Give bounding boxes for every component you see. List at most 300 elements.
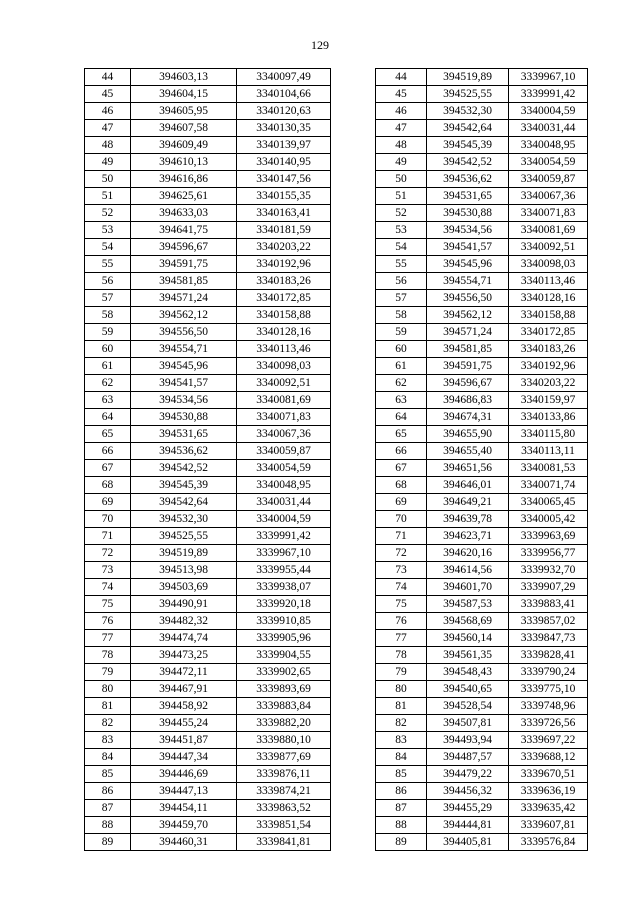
point-number-cell: 88 [85,817,131,834]
point-number-cell: 50 [376,171,427,188]
x-coordinate-cell: 394487,57 [427,749,509,766]
table-row [376,562,588,579]
y-coordinate-cell: 3339963,69 [509,528,588,545]
y-coordinate-cell: 3340004,59 [509,103,588,120]
table-row [85,477,331,494]
point-number-cell: 68 [376,477,427,494]
point-number-cell: 87 [85,800,131,817]
point-number-cell: 76 [85,613,131,630]
point-number-cell: 60 [85,341,131,358]
point-number-cell: 75 [85,596,131,613]
y-coordinate-cell: 3339635,42 [509,800,588,817]
x-coordinate-cell: 394587,53 [427,596,509,613]
table-row [85,137,331,154]
y-coordinate-cell: 3340071,74 [509,477,588,494]
y-coordinate-cell: 3340054,59 [237,460,331,477]
table-row [376,239,588,256]
table-row [85,69,331,86]
x-coordinate-cell: 394556,50 [427,290,509,307]
y-coordinate-cell: 3340172,85 [237,290,331,307]
y-coordinate-cell: 3340192,96 [509,358,588,375]
x-coordinate-cell: 394616,86 [131,171,237,188]
table-row [85,86,331,103]
y-coordinate-cell: 3339955,44 [237,562,331,579]
table-row [376,494,588,511]
point-number-cell: 58 [376,307,427,324]
y-coordinate-cell: 3340081,69 [237,392,331,409]
table-row [376,647,588,664]
x-coordinate-cell: 394534,56 [131,392,237,409]
point-number-cell: 88 [376,817,427,834]
x-coordinate-cell: 394444,81 [427,817,509,834]
point-number-cell: 64 [85,409,131,426]
y-coordinate-cell: 3340130,35 [237,120,331,137]
x-coordinate-cell: 394446,69 [131,766,237,783]
y-coordinate-cell: 3339882,20 [237,715,331,732]
table-row [85,630,331,647]
table-row [85,324,331,341]
x-coordinate-cell: 394455,29 [427,800,509,817]
x-coordinate-cell: 394405,81 [427,834,509,851]
point-number-cell: 85 [376,766,427,783]
y-coordinate-cell: 3340092,51 [237,375,331,392]
y-coordinate-cell: 3340172,85 [509,324,588,341]
table-row [85,103,331,120]
point-number-cell: 56 [85,273,131,290]
point-number-cell: 54 [376,239,427,256]
y-coordinate-cell: 3340183,26 [237,273,331,290]
y-coordinate-cell: 3340098,03 [509,256,588,273]
x-coordinate-cell: 394545,96 [131,358,237,375]
x-coordinate-cell: 394519,89 [427,69,509,86]
table-row [85,681,331,698]
point-number-cell: 61 [85,358,131,375]
y-coordinate-cell: 3340128,16 [237,324,331,341]
table-row [85,256,331,273]
table-row [376,137,588,154]
point-number-cell: 46 [376,103,427,120]
y-coordinate-cell: 3340098,03 [237,358,331,375]
y-coordinate-cell: 3339697,22 [509,732,588,749]
point-number-cell: 85 [85,766,131,783]
table-row [376,256,588,273]
y-coordinate-cell: 3339874,21 [237,783,331,800]
y-coordinate-cell: 3339876,11 [237,766,331,783]
y-coordinate-cell: 3339883,84 [237,698,331,715]
y-coordinate-cell: 3340120,63 [237,103,331,120]
point-number-cell: 73 [85,562,131,579]
point-number-cell: 89 [376,834,427,851]
y-coordinate-cell: 3340031,44 [509,120,588,137]
x-coordinate-cell: 394571,24 [131,290,237,307]
y-coordinate-cell: 3340113,46 [237,341,331,358]
table-row [376,460,588,477]
y-coordinate-cell: 3339670,51 [509,766,588,783]
y-coordinate-cell: 3340192,96 [237,256,331,273]
point-number-cell: 47 [85,120,131,137]
table-row [376,732,588,749]
y-coordinate-cell: 3340071,83 [237,409,331,426]
y-coordinate-cell: 3339636,19 [509,783,588,800]
x-coordinate-cell: 394482,32 [131,613,237,630]
x-coordinate-cell: 394614,56 [427,562,509,579]
point-number-cell: 60 [376,341,427,358]
y-coordinate-cell: 3339932,70 [509,562,588,579]
x-coordinate-cell: 394542,64 [427,120,509,137]
point-number-cell: 55 [85,256,131,273]
x-coordinate-cell: 394548,43 [427,664,509,681]
point-number-cell: 48 [376,137,427,154]
x-coordinate-cell: 394528,54 [427,698,509,715]
x-coordinate-cell: 394542,64 [131,494,237,511]
y-coordinate-cell: 3340067,36 [237,426,331,443]
point-number-cell: 44 [376,69,427,86]
x-coordinate-cell: 394554,71 [427,273,509,290]
x-coordinate-cell: 394474,74 [131,630,237,647]
point-number-cell: 74 [376,579,427,596]
table-row [376,511,588,528]
table-row [376,154,588,171]
y-coordinate-cell: 3339828,41 [509,647,588,664]
table-row [376,103,588,120]
y-coordinate-cell: 3339907,29 [509,579,588,596]
point-number-cell: 44 [85,69,131,86]
y-coordinate-cell: 3340128,16 [509,290,588,307]
point-number-cell: 53 [85,222,131,239]
point-number-cell: 83 [85,732,131,749]
table-row [85,579,331,596]
y-coordinate-cell: 3340004,59 [237,511,331,528]
x-coordinate-cell: 394472,11 [131,664,237,681]
table-row [376,69,588,86]
coordinates-table-right [375,68,588,851]
point-number-cell: 63 [85,392,131,409]
y-coordinate-cell: 3339938,07 [237,579,331,596]
point-number-cell: 86 [376,783,427,800]
point-number-cell: 70 [85,511,131,528]
table-row [85,800,331,817]
point-number-cell: 78 [376,647,427,664]
y-coordinate-cell: 3339956,77 [509,545,588,562]
point-number-cell: 67 [376,460,427,477]
point-number-cell: 52 [85,205,131,222]
table-row [376,86,588,103]
point-number-cell: 83 [376,732,427,749]
y-coordinate-cell: 3340081,53 [509,460,588,477]
y-coordinate-cell: 3340158,88 [509,307,588,324]
point-number-cell: 47 [376,120,427,137]
y-coordinate-cell: 3339920,18 [237,596,331,613]
point-number-cell: 65 [376,426,427,443]
table-row [85,239,331,256]
point-number-cell: 48 [85,137,131,154]
table-row [376,341,588,358]
table-row [85,409,331,426]
point-number-cell: 53 [376,222,427,239]
y-coordinate-cell: 3339905,96 [237,630,331,647]
y-coordinate-cell: 3340115,80 [509,426,588,443]
table-row [376,205,588,222]
y-coordinate-cell: 3340163,41 [237,205,331,222]
y-coordinate-cell: 3340181,59 [237,222,331,239]
x-coordinate-cell: 394530,88 [131,409,237,426]
y-coordinate-cell: 3339863,52 [237,800,331,817]
y-coordinate-cell: 3339967,10 [509,69,588,86]
x-coordinate-cell: 394639,78 [427,511,509,528]
point-number-cell: 75 [376,596,427,613]
point-number-cell: 62 [376,375,427,392]
point-number-cell: 73 [376,562,427,579]
x-coordinate-cell: 394562,12 [131,307,237,324]
x-coordinate-cell: 394604,15 [131,86,237,103]
y-coordinate-cell: 3339688,12 [509,749,588,766]
x-coordinate-cell: 394531,65 [131,426,237,443]
table-row [85,511,331,528]
point-number-cell: 79 [85,664,131,681]
point-number-cell: 59 [376,324,427,341]
x-coordinate-cell: 394610,13 [131,154,237,171]
table-row [85,375,331,392]
y-coordinate-cell: 3340092,51 [509,239,588,256]
x-coordinate-cell: 394591,75 [427,358,509,375]
table-row [376,783,588,800]
point-number-cell: 52 [376,205,427,222]
point-number-cell: 79 [376,664,427,681]
x-coordinate-cell: 394479,22 [427,766,509,783]
y-coordinate-cell: 3340113,11 [509,443,588,460]
y-coordinate-cell: 3340081,69 [509,222,588,239]
x-coordinate-cell: 394581,85 [427,341,509,358]
point-number-cell: 76 [376,613,427,630]
table-row [376,409,588,426]
table-row [376,596,588,613]
x-coordinate-cell: 394545,39 [427,137,509,154]
table-row [376,477,588,494]
point-number-cell: 84 [376,749,427,766]
point-number-cell: 46 [85,103,131,120]
y-coordinate-cell: 3340147,56 [237,171,331,188]
x-coordinate-cell: 394633,03 [131,205,237,222]
table-row [376,324,588,341]
point-number-cell: 71 [85,528,131,545]
y-coordinate-cell: 3340203,22 [509,375,588,392]
x-coordinate-cell: 394651,56 [427,460,509,477]
x-coordinate-cell: 394467,91 [131,681,237,698]
x-coordinate-cell: 394601,70 [427,579,509,596]
point-number-cell: 58 [85,307,131,324]
point-number-cell: 51 [376,188,427,205]
page-number: 129 [311,38,329,52]
y-coordinate-cell: 3340048,95 [509,137,588,154]
table-row [85,426,331,443]
table-row [376,630,588,647]
x-coordinate-cell: 394603,13 [131,69,237,86]
x-coordinate-cell: 394541,57 [131,375,237,392]
y-coordinate-cell: 3340104,66 [237,86,331,103]
point-number-cell: 49 [85,154,131,171]
x-coordinate-cell: 394532,30 [131,511,237,528]
y-coordinate-cell: 3340065,45 [509,494,588,511]
x-coordinate-cell: 394596,67 [131,239,237,256]
point-number-cell: 78 [85,647,131,664]
y-coordinate-cell: 3339748,96 [509,698,588,715]
x-coordinate-cell: 394605,95 [131,103,237,120]
y-coordinate-cell: 3339847,73 [509,630,588,647]
point-number-cell: 80 [85,681,131,698]
table-row [85,647,331,664]
table-row [376,528,588,545]
x-coordinate-cell: 394674,31 [427,409,509,426]
table-row [85,392,331,409]
table-row [85,817,331,834]
table-row [376,375,588,392]
point-number-cell: 68 [85,477,131,494]
x-coordinate-cell: 394542,52 [131,460,237,477]
point-number-cell: 81 [376,698,427,715]
y-coordinate-cell: 3340097,49 [237,69,331,86]
x-coordinate-cell: 394525,55 [427,86,509,103]
point-number-cell: 89 [85,834,131,851]
table-row [376,800,588,817]
x-coordinate-cell: 394556,50 [131,324,237,341]
y-coordinate-cell: 3340183,26 [509,341,588,358]
table-row [376,834,588,851]
table-row [85,698,331,715]
y-coordinate-cell: 3339576,84 [509,834,588,851]
x-coordinate-cell: 394451,87 [131,732,237,749]
x-coordinate-cell: 394686,83 [427,392,509,409]
point-number-cell: 45 [85,86,131,103]
x-coordinate-cell: 394568,69 [427,613,509,630]
table-row [85,341,331,358]
y-coordinate-cell: 3340155,35 [237,188,331,205]
y-coordinate-cell: 3339880,10 [237,732,331,749]
table-row [85,460,331,477]
x-coordinate-cell: 394655,40 [427,443,509,460]
point-number-cell: 70 [376,511,427,528]
y-coordinate-cell: 3339967,10 [237,545,331,562]
x-coordinate-cell: 394554,71 [131,341,237,358]
table-row [85,120,331,137]
x-coordinate-cell: 394458,92 [131,698,237,715]
y-coordinate-cell: 3339607,81 [509,817,588,834]
table-row [376,290,588,307]
point-number-cell: 77 [85,630,131,647]
table-row [376,766,588,783]
x-coordinate-cell: 394581,85 [131,273,237,290]
y-coordinate-cell: 3340054,59 [509,154,588,171]
y-coordinate-cell: 3339857,02 [509,613,588,630]
y-coordinate-cell: 3340140,95 [237,154,331,171]
x-coordinate-cell: 394447,13 [131,783,237,800]
table-row [376,188,588,205]
y-coordinate-cell: 3340158,88 [237,307,331,324]
point-number-cell: 69 [85,494,131,511]
x-coordinate-cell: 394646,01 [427,477,509,494]
x-coordinate-cell: 394542,52 [427,154,509,171]
point-number-cell: 55 [376,256,427,273]
x-coordinate-cell: 394536,62 [427,171,509,188]
y-coordinate-cell: 3340031,44 [237,494,331,511]
y-coordinate-cell: 3340133,86 [509,409,588,426]
y-coordinate-cell: 3339841,81 [237,834,331,851]
table-row [85,596,331,613]
y-coordinate-cell: 3340048,95 [237,477,331,494]
point-number-cell: 67 [85,460,131,477]
table-row [85,188,331,205]
point-number-cell: 51 [85,188,131,205]
y-coordinate-cell: 3340059,87 [509,171,588,188]
y-coordinate-cell: 3340159,97 [509,392,588,409]
point-number-cell: 57 [85,290,131,307]
point-number-cell: 84 [85,749,131,766]
point-number-cell: 63 [376,392,427,409]
x-coordinate-cell: 394571,24 [427,324,509,341]
y-coordinate-cell: 3340067,36 [509,188,588,205]
y-coordinate-cell: 3339991,42 [237,528,331,545]
x-coordinate-cell: 394534,56 [427,222,509,239]
table-row [376,681,588,698]
x-coordinate-cell: 394560,14 [427,630,509,647]
x-coordinate-cell: 394473,25 [131,647,237,664]
y-coordinate-cell: 3339883,41 [509,596,588,613]
y-coordinate-cell: 3340139,97 [237,137,331,154]
x-coordinate-cell: 394540,65 [427,681,509,698]
point-number-cell: 49 [376,154,427,171]
table-row [85,766,331,783]
point-number-cell: 87 [376,800,427,817]
table-row [85,273,331,290]
x-coordinate-cell: 394459,70 [131,817,237,834]
point-number-cell: 77 [376,630,427,647]
table-row [85,290,331,307]
table-row [376,613,588,630]
point-number-cell: 72 [85,545,131,562]
table-row [376,273,588,290]
table-row [85,613,331,630]
y-coordinate-cell: 3339893,69 [237,681,331,698]
table-row [85,715,331,732]
point-number-cell: 71 [376,528,427,545]
x-coordinate-cell: 394536,62 [131,443,237,460]
table-row [376,715,588,732]
table-row [376,817,588,834]
table-row [376,749,588,766]
table-row [85,562,331,579]
x-coordinate-cell: 394561,35 [427,647,509,664]
point-number-cell: 69 [376,494,427,511]
point-number-cell: 81 [85,698,131,715]
x-coordinate-cell: 394623,71 [427,528,509,545]
table-row [85,205,331,222]
point-number-cell: 65 [85,426,131,443]
x-coordinate-cell: 394456,32 [427,783,509,800]
x-coordinate-cell: 394490,91 [131,596,237,613]
x-coordinate-cell: 394507,81 [427,715,509,732]
point-number-cell: 82 [376,715,427,732]
point-number-cell: 86 [85,783,131,800]
point-number-cell: 56 [376,273,427,290]
table-row [85,171,331,188]
point-number-cell: 80 [376,681,427,698]
point-number-cell: 50 [85,171,131,188]
x-coordinate-cell: 394531,65 [427,188,509,205]
table-row [85,664,331,681]
point-number-cell: 54 [85,239,131,256]
table-row [85,307,331,324]
x-coordinate-cell: 394503,69 [131,579,237,596]
table-row [376,443,588,460]
